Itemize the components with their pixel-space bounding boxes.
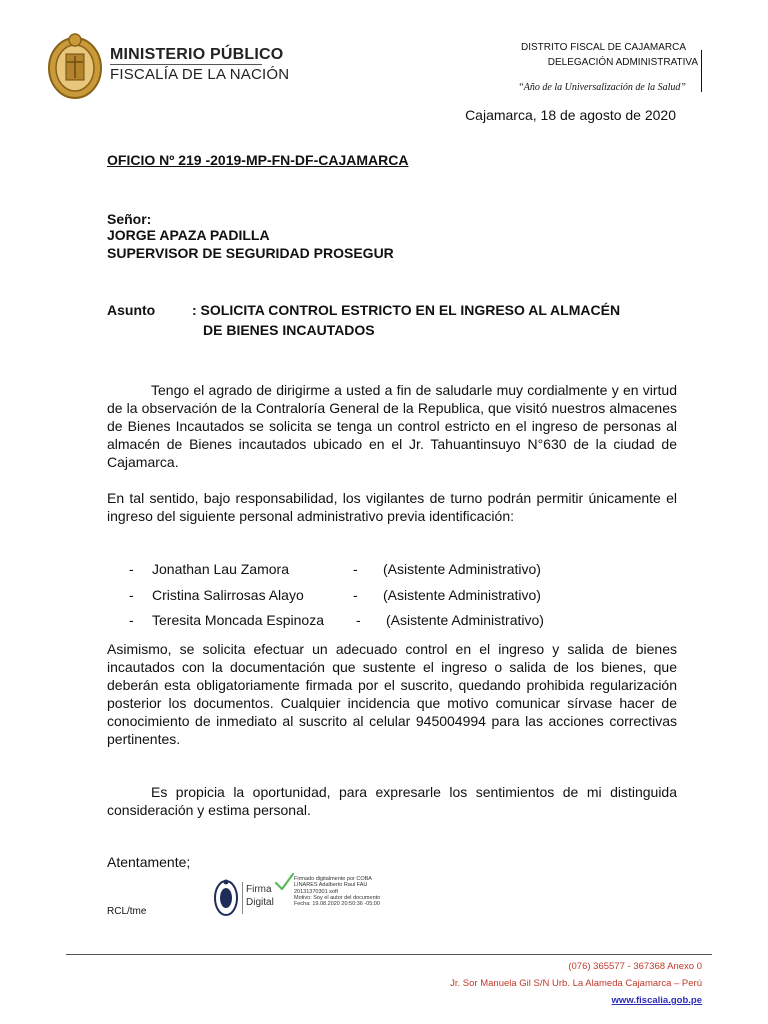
footer-address: Jr. Sor Manuela Gil S/N Urb. La Alameda Cajamarca – Perú <box>450 978 702 989</box>
firma-label: Firma <box>246 884 272 895</box>
list-separator: - <box>353 561 358 577</box>
firma-digital-label <box>246 883 274 909</box>
personnel-name: Cristina Salirrosas Alayo <box>152 587 304 603</box>
paragraph-intro: Tengo el agrado de dirigirme a usted a fin de saludarle muy cordialmente y en virtud de la observación de la Contraloría General de la Republica, que visitó nuestros almacenes de Bienes Incautados se solicita se tenga un control estricto en el ingreso de personas al almacén de Bienes incautados ubicado en el Jr. Tahuantinsuyo N°630 de la ciudad de Cajamarca. <box>107 382 677 470</box>
list-bullet: - <box>129 587 134 603</box>
firma-digital-seal-icon <box>213 878 239 918</box>
signed-by-line-2: LINARES Adalberto Raul FAU <box>294 882 368 889</box>
logo-divider <box>110 64 262 65</box>
list-separator: - <box>353 587 358 603</box>
list-separator: - <box>356 612 361 628</box>
list-bullet: - <box>129 561 134 577</box>
checkmark-icon <box>274 872 294 892</box>
list-bullet: - <box>129 612 134 628</box>
signature-details <box>294 876 414 907</box>
footer-phone: (076) 365577 - 367368 Anexo 0 <box>568 961 702 972</box>
footer-website-link[interactable]: www.fiscalia.gob.pe <box>611 995 702 1006</box>
year-motto: “Año de la Universalización de la Salud” <box>518 82 686 93</box>
personnel-name: Jonathan Lau Zamora <box>152 561 289 577</box>
personnel-role: (Asistente Administrativo) <box>383 587 541 603</box>
closing-salutation: Atentamente; <box>107 854 191 870</box>
ministerio-publico-crest-icon <box>46 30 104 102</box>
delegation-label: DELEGACIÓN ADMINISTRATIVA <box>547 57 698 68</box>
footer-divider <box>66 954 712 955</box>
typist-initials: RCL/tme <box>107 906 147 917</box>
paragraph-responsibility: En tal sentido, bajo responsabilidad, los vigilantes de turno podrán permitir únicamente el ingreso del siguiente personal administrativo previa identificación: <box>107 490 677 524</box>
personnel-role: (Asistente Administrativo) <box>383 561 541 577</box>
institution-name: MINISTERIO PÚBLICO <box>110 46 284 63</box>
header-vertical-divider <box>701 50 702 92</box>
oficio-number: OFICIO Nº 219 -2019-MP-FN-DF-CAJAMARCA <box>107 152 409 168</box>
signed-by-line-1: Firmado digitalmente por COBA <box>294 876 372 882</box>
recipient-title: SUPERVISOR DE SEGURIDAD PROSEGUR <box>107 245 394 261</box>
salutation: Señor: <box>107 211 152 227</box>
digital-label: Digital <box>246 897 274 908</box>
signature-date: Fecha: 19.08.2020 20:50:36 -05:00 <box>294 901 380 908</box>
recipient-name: JORGE APAZA PADILLA <box>107 227 270 243</box>
date-line: Cajamarca, 18 de agosto de 2020 <box>465 107 676 123</box>
subject-label: Asunto <box>107 302 156 318</box>
subject-line-2: DE BIENES INCAUTADOS <box>203 322 375 338</box>
firma-divider <box>242 882 243 914</box>
personnel-role: (Asistente Administrativo) <box>386 612 544 628</box>
signed-by-line-3: 20131370301 soft <box>294 888 339 895</box>
district-label: DISTRITO FISCAL DE CAJAMARCA <box>520 42 686 53</box>
paragraph-closing: Es propicia la oportunidad, para expresarle los sentimientos de mi distinguida consideración y estima personal. <box>107 784 677 818</box>
personnel-name: Teresita Moncada Espinoza <box>152 612 324 628</box>
subject-line-1: : SOLICITA CONTROL ESTRICTO EN EL INGRESO AL ALMACÉN <box>192 302 621 318</box>
subinstitution-name: FISCALÍA DE LA NACIÓN <box>110 66 290 83</box>
signature-reason: Motivo: Soy el autor del documento <box>294 894 381 901</box>
paragraph-control: Asimismo, se solicita efectuar un adecuado control en el ingreso y salida de bienes incautados con la documentación que sustente el ingreso o salida de los bienes, que deberán esta obligatoriamente firmada por el suscrito, quedando prohibida regularización posterior los documentos. Cualquier incidencia que motivo comunicar sírvase hacer de conocimiento de inmediato al suscrito al celular 945004994 para las acciones correctivas pertinentes. <box>107 641 677 747</box>
